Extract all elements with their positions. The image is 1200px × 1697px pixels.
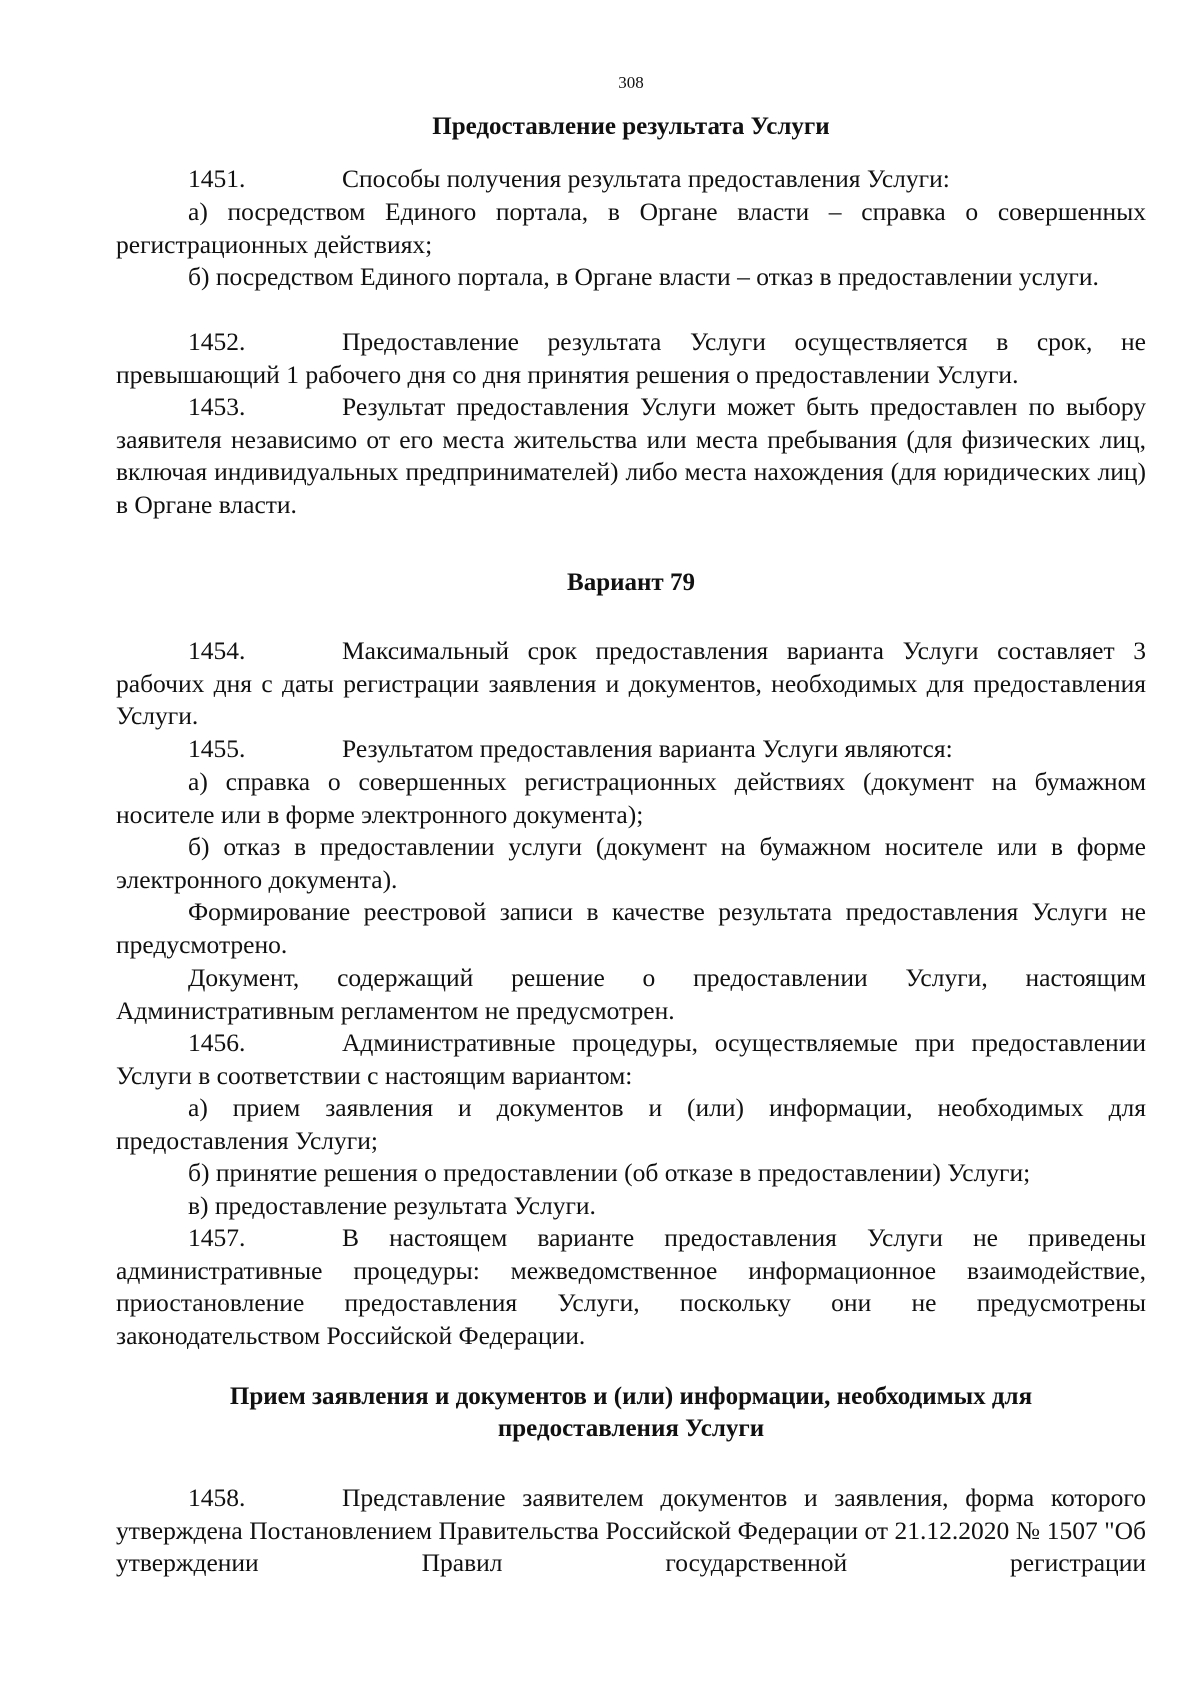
section-heading-reception-line1: Прием заявления и документов и (или) информации, необходимых для xyxy=(229,1383,1033,1410)
paragraph-text: Способы получения результата предоставления Услуги: xyxy=(342,164,950,193)
paragraph-1452 xyxy=(116,326,1146,391)
section-heading-reception-line2: предоставления Услуги xyxy=(497,1415,765,1442)
paragraph-1455 xyxy=(116,733,1146,766)
paragraph-text: Административные процедуры, осуществляемые при предоставлении Услуги в соответствии с настоящим вариантом: xyxy=(116,1028,1146,1090)
paragraph-document: Документ, содержащий решение о предоставлении Услуги, настоящим Административным регламентом не предусмотрен. xyxy=(116,963,1146,1025)
paragraph-text: Предоставление результата Услуги осуществляется в срок, не превышающий 1 рабочего дня со дня принятия решения о предоставлении Услуги. xyxy=(116,327,1146,389)
paragraph-1451-a: а) посредством Единого портала, в Органе власти – справка о совершенных регистрационных действиях; xyxy=(116,197,1146,259)
paragraph-1454 xyxy=(116,635,1146,733)
paragraph-number: 1456. xyxy=(188,1028,246,1057)
paragraph-number: 1454. xyxy=(188,636,246,665)
paragraph-text: Максимальный срок предоставления варианта Услуги составляет 3 рабочих дня с даты регистрации заявления и документов, необходимых для предоставления Услуги. xyxy=(116,636,1146,731)
paragraph-1451 xyxy=(116,163,1146,196)
paragraph-1455-a: а) справка о совершенных регистрационных действиях (документ на бумажном носителе или в форме электронного документа); xyxy=(116,767,1146,829)
paragraph-text: Результат предоставления Услуги может быть предоставлен по выбору заявителя независимо от его места жительства или места пребывания (для физических лиц, включая индивидуальных предпринимателей) либо места нахождения (для юридических лиц) в Органе власти. xyxy=(116,392,1146,519)
paragraph-number: 1458. xyxy=(188,1483,246,1512)
paragraph-text: Представление заявителем документов и заявления, форма которого утверждена Постановлением Правительства Российской Федерации от 21.12.2020 № 1507 "Об утверждении Правил государственной регистрации xyxy=(116,1483,1146,1578)
paragraph-1456-a: а) прием заявления и документов и (или) информации, необходимых для предоставления Услуги; xyxy=(116,1093,1146,1155)
paragraph-1458 xyxy=(116,1482,1146,1580)
paragraph-number: 1453. xyxy=(188,392,246,421)
paragraph-text: Результатом предоставления варианта Услуги являются: xyxy=(342,734,953,763)
paragraph-1451-b: б) посредством Единого портала, в Органе власти – отказ в предоставлении услуги. xyxy=(188,262,1099,291)
paragraph-1456-b: б) принятие решения о предоставлении (об отказе в предоставлении) Услуги; xyxy=(188,1158,1031,1187)
paragraph-1455-b: б) отказ в предоставлении услуги (документ на бумажном носителе или в форме электронного документа). xyxy=(116,832,1146,894)
page-number: 308 xyxy=(618,73,644,92)
paragraph-1457 xyxy=(116,1222,1146,1352)
paragraph-1456 xyxy=(116,1027,1146,1092)
paragraph-text: В настоящем варианте предоставления Услуги не приведены административные процедуры: межведомственное информационное взаимодействие, приостановление предоставления Услуги, поскольку они не предусмотрены законодательством Российской Федерации. xyxy=(116,1223,1146,1350)
paragraph-registry: Формирование реестровой записи в качестве результата предоставления Услуги не предусмотрено. xyxy=(116,897,1146,959)
paragraph-number: 1451. xyxy=(188,164,246,193)
paragraph-1456-c: в) предоставление результата Услуги. xyxy=(188,1191,596,1220)
paragraph-1453 xyxy=(116,391,1146,521)
section-heading-result: Предоставление результата Услуги xyxy=(432,113,830,140)
paragraph-number: 1457. xyxy=(188,1223,246,1252)
section-heading-variant: Вариант 79 xyxy=(567,569,695,596)
paragraph-number: 1452. xyxy=(188,327,246,356)
paragraph-number: 1455. xyxy=(188,734,246,763)
